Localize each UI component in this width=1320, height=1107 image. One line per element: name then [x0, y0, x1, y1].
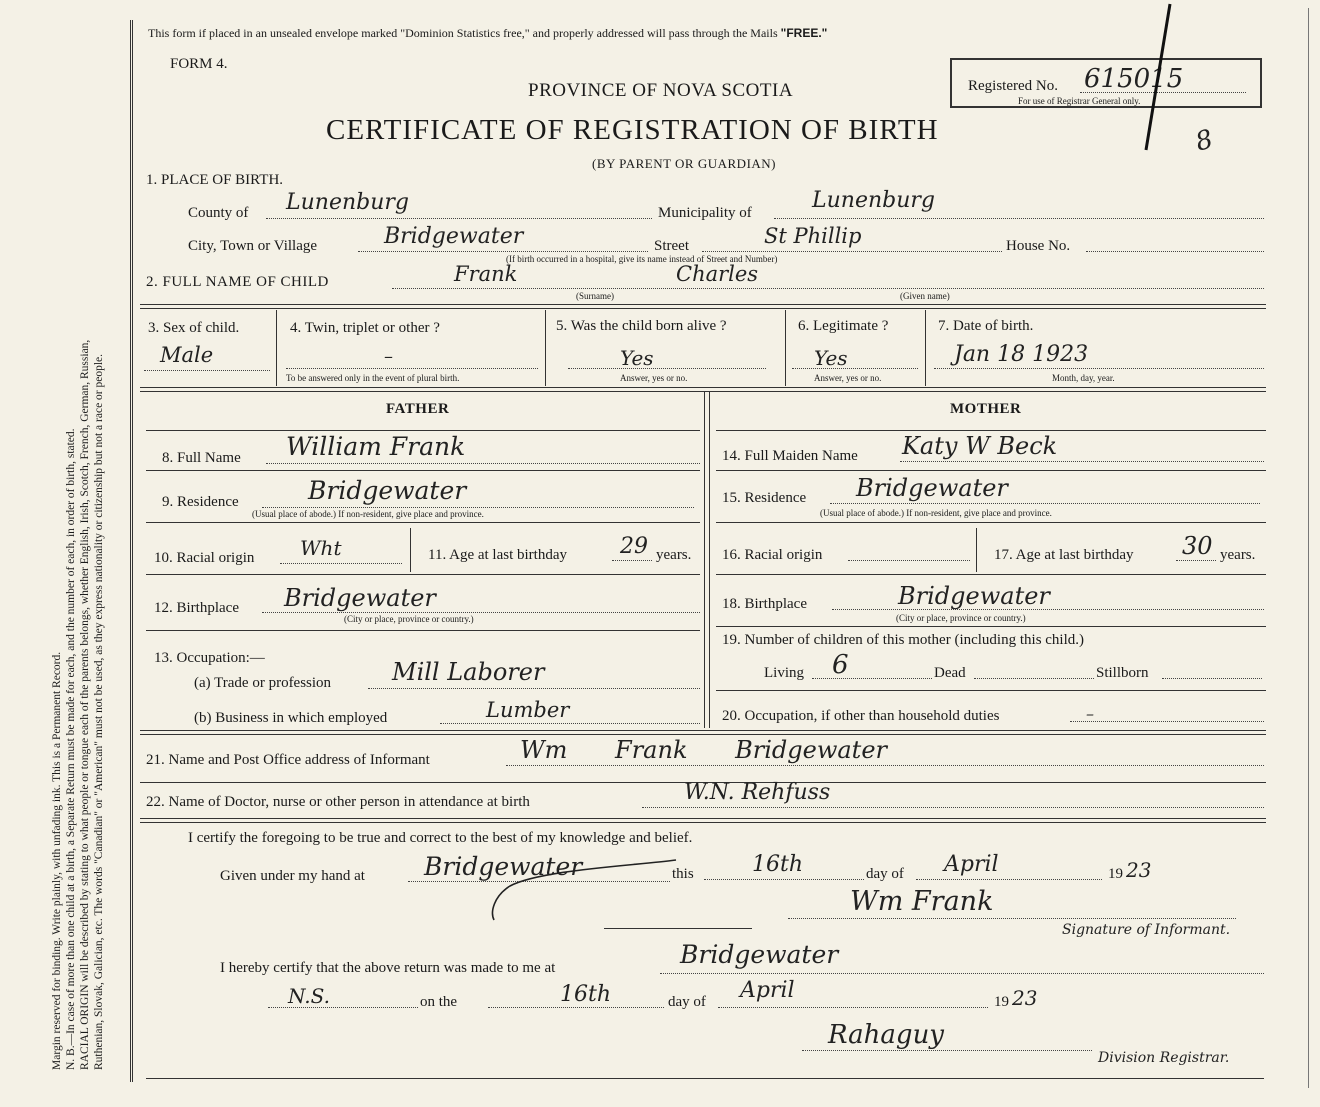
mail-note [148, 26, 827, 41]
divider [146, 430, 700, 431]
rule-certification [140, 818, 1266, 823]
margin-mark: 8 [1192, 124, 1217, 158]
registered-number-box [950, 58, 1262, 108]
doctor-value: W.N. Rehfuss [684, 780, 831, 805]
registrar-caption: Division Registrar. [1098, 1050, 1230, 1066]
form-number: FORM 4. [170, 56, 228, 72]
father-name-value: William Frank [286, 432, 466, 461]
father-heading: FATHER [386, 401, 450, 417]
mother-race-label: 16. Racial origin [722, 547, 823, 563]
child-name-label: 2. FULL NAME OF CHILD [146, 274, 329, 290]
mother-birthplace-caption: (City or place, province or country.) [896, 613, 1026, 623]
father-birthplace-label: 12. Birthplace [154, 600, 239, 616]
informant-signature: Wm Frank [850, 886, 994, 917]
informant-label: 21. Name and Post Office address of Informant [146, 752, 430, 768]
registrar-year: 23 [1012, 986, 1038, 1010]
alive-value: Yes [620, 346, 654, 370]
margin-note-racial-origin: RACIAL ORIGIN will be described by stating to what people or tongue each of the parents belongs, whether English, Irish, Scotch, French, German, Russian, [79, 339, 91, 1070]
father-birthplace-caption: (City or place, province or country.) [344, 614, 474, 624]
twin-note: To be answered only in the event of plural birth. [286, 373, 460, 383]
children-label: 19. Number of children of this mother (including this child.) [722, 632, 1085, 648]
mother-age-years: years. [1220, 547, 1256, 563]
father-birthplace-value: Bridgewater [284, 584, 436, 612]
given-day-of-label: day of [866, 866, 904, 882]
legitimate-label: 6. Legitimate ? [798, 318, 889, 334]
divider [785, 310, 786, 386]
divider [716, 430, 1266, 431]
occupation-label: 13. Occupation:— [154, 650, 265, 666]
margin-note-binding: Margin reserved for binding. Write plainly, with unfading ink. This is a Permanent Record. [51, 651, 63, 1070]
child-surname: Frank [454, 262, 518, 286]
business-value: Lumber [486, 698, 570, 722]
divider [410, 528, 411, 572]
mother-name-value: Katy W Beck [902, 432, 1058, 460]
informant-signature-caption: Signature of Informant. [1062, 922, 1231, 938]
registered-number: 615015 [1084, 64, 1184, 94]
this-label: this [672, 866, 694, 882]
registrar-day-of-label: day of [668, 994, 706, 1010]
given-label: Given under my hand at [220, 868, 365, 884]
mother-name-label: 14. Full Maiden Name [722, 448, 858, 464]
stillborn-label: Stillborn [1096, 665, 1149, 681]
divider [716, 574, 1266, 575]
divider [146, 470, 700, 471]
given-caption: (Given name) [900, 291, 950, 301]
mother-residence-caption: (Usual place of abode.) If non-resident, give place and province. [820, 508, 1052, 518]
divider [716, 690, 1266, 691]
right-edge [1308, 8, 1309, 1088]
on-the-label: on the [420, 994, 458, 1010]
divider [709, 392, 710, 728]
margin-note-racial-origin-cont: Ruthenian, Slovak, Galician, etc. The words "Canadian" or "American" must not be used, as they express nationality or citizenship but not a race or people. [93, 353, 105, 1070]
dob-value: Jan 18 1923 [954, 342, 1089, 367]
province-title: PROVINCE OF NOVA SCOTIA [528, 80, 794, 101]
mother-heading: MOTHER [950, 401, 1022, 417]
certify-statement: I certify the foregoing to be true and correct to the best of my knowledge and belief. [188, 830, 693, 846]
given-day: 16th [752, 852, 804, 877]
margin-notes [50, 10, 106, 1070]
given-place: Bridgewater [424, 852, 583, 881]
pen-stroke [1120, 0, 1180, 160]
divider [146, 522, 700, 523]
divider [276, 310, 277, 386]
margin-rule [130, 20, 133, 1082]
alive-label: 5. Was the child born alive ? [556, 318, 727, 334]
dob-label: 7. Date of birth. [938, 318, 1034, 334]
municipality-label: Municipality of [658, 205, 752, 221]
place-of-birth-heading: 1. PLACE OF BIRTH. [146, 172, 284, 188]
mother-residence-label: 15. Residence [722, 490, 807, 506]
rule-section-2 [140, 304, 1266, 309]
surname-caption: (Surname) [576, 291, 614, 301]
county-value: Lunenburg [286, 190, 409, 215]
informant-value: Wm Frank Bridgewater [520, 736, 888, 764]
rule-parents [140, 387, 1266, 392]
registrar-year-prefix: 19 [994, 994, 1009, 1010]
registrar-day: 16th [560, 982, 612, 1007]
divider [716, 470, 1266, 471]
given-year: 23 [1126, 858, 1152, 882]
living-value: 6 [832, 650, 849, 680]
rule-informant [140, 730, 1266, 735]
father-race-value: Wht [300, 536, 342, 560]
mother-residence-value: Bridgewater [856, 474, 1008, 502]
living-label: Living [764, 665, 804, 681]
twin-value: – [384, 346, 393, 367]
father-residence-caption: (Usual place of abode.) If non-resident, give place and province. [252, 509, 484, 519]
father-age-years: years. [656, 547, 692, 563]
municipality-value: Lunenburg [812, 188, 935, 213]
doctor-label: 22. Name of Doctor, nurse or other person in attendance at birth [146, 794, 530, 810]
divider [716, 626, 1266, 627]
given-month: April [944, 852, 999, 877]
father-name-label: 8. Full Name [162, 450, 241, 466]
registrar-signature: Rahaguy [828, 1020, 944, 1050]
house-label: House No. [1006, 238, 1071, 254]
father-age-label: 11. Age at last birthday [428, 547, 567, 563]
county-label: County of [188, 205, 249, 221]
trade-label: (a) Trade or profession [194, 675, 332, 691]
legitimate-caption: Answer, yes or no. [814, 373, 882, 383]
mother-birthplace-label: 18. Birthplace [722, 596, 807, 612]
registrar-note: For use of Registrar General only. [1018, 96, 1141, 106]
mother-age-value: 30 [1182, 532, 1213, 560]
city-label: City, Town or Village [188, 238, 318, 254]
father-race-label: 10. Racial origin [154, 550, 255, 566]
divider [146, 1078, 1264, 1079]
street-label: Street [654, 238, 689, 254]
street-value: St Phillip [764, 224, 862, 248]
divider [146, 574, 700, 575]
legitimate-value: Yes [814, 346, 848, 370]
registrar-place: Bridgewater [680, 940, 839, 969]
trade-value: Mill Laborer [392, 658, 545, 686]
child-given-name: Charles [676, 262, 759, 286]
father-residence-label: 9. Residence [162, 494, 239, 510]
registered-label: Registered No. [968, 78, 1058, 94]
given-year-prefix: 19 [1108, 866, 1123, 882]
mail-note-text: This form if placed in an unsealed envelope marked "Dominion Statistics free," and properly addressed will pass through the Mails [148, 26, 778, 40]
divider [976, 528, 977, 572]
margin-note-multiple-births: N. B.—In case of more than one child at a birth, a Separate Return must be made for each, and the number of each, in order of birth, stated. [65, 428, 77, 1070]
divider [925, 310, 926, 386]
certificate-subtitle: (BY PARENT OR GUARDIAN) [592, 156, 777, 171]
city-value: Bridgewater [384, 224, 524, 249]
divider [704, 392, 705, 728]
business-label: (b) Business in which employed [194, 710, 388, 726]
divider [716, 522, 1266, 523]
hospital-note: (If birth occurred in a hospital, give its name instead of Street and Number) [506, 254, 778, 264]
registrar-statement: I hereby certify that the above return was made to me at [220, 960, 556, 976]
divider [604, 928, 752, 929]
certificate-title: CERTIFICATE OF REGISTRATION OF BIRTH [326, 114, 939, 146]
mail-note-free: "FREE." [780, 26, 828, 40]
pen-flourish [480, 856, 680, 926]
twin-label: 4. Twin, triplet or other ? [290, 320, 440, 336]
father-age-value: 29 [620, 534, 648, 559]
mother-birthplace-value: Bridgewater [898, 582, 1050, 610]
dead-label: Dead [934, 665, 966, 681]
mother-age-label: 17. Age at last birthday [994, 547, 1134, 563]
father-residence-value: Bridgewater [308, 476, 467, 505]
alive-caption: Answer, yes or no. [620, 373, 688, 383]
mother-occupation-label: 20. Occupation, if other than household duties [722, 708, 1000, 724]
registrar-month: April [740, 978, 795, 1003]
divider [545, 310, 546, 386]
mother-occupation-value: – [1086, 704, 1094, 723]
dob-caption: Month, day, year. [1052, 373, 1115, 383]
sex-label: 3. Sex of child. [148, 320, 240, 336]
divider [146, 630, 700, 631]
sex-value: Male [160, 343, 214, 367]
registrar-initials: N.S. [288, 984, 330, 1008]
